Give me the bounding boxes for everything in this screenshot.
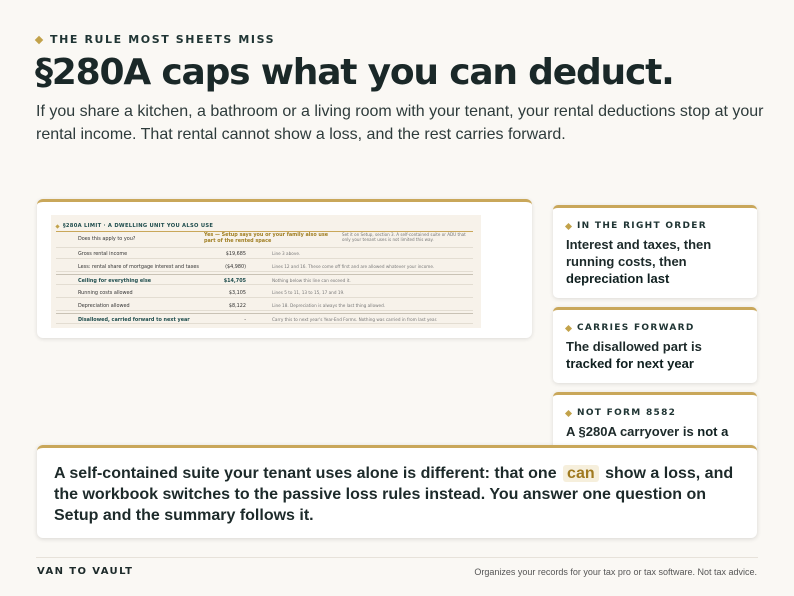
sheet-row: Less: rental share of mortgage interest and taxes ($4,980) Lines 12 and 16. These come off first and are allowed whatever your income. [56, 261, 473, 272]
card-body: A §280A carryover is not a [566, 424, 729, 439]
sheet-row: Ceiling for everything else $14,705 Nothing below this line can exceed it. [56, 274, 473, 285]
brand-name: VAN TO VAULT [37, 566, 134, 577]
highlighted-can: can [563, 465, 599, 482]
card-carries-forward [553, 307, 757, 383]
diamond-icon [55, 224, 59, 228]
page-title: §280A caps what you can deduct. [35, 52, 674, 93]
sheet-title: §280A LIMIT · A DWELLING UNIT YOU ALSO USE [56, 223, 213, 229]
card-body: Interest and taxes, then running costs, then depreciation last [566, 237, 712, 286]
footer-divider [36, 557, 758, 558]
diamond-icon [565, 222, 572, 229]
disclaimer: Organizes your records for your tax pro or tax software. Not tax advice. [474, 567, 757, 577]
card-right-order [553, 205, 757, 298]
diamond-icon [35, 35, 43, 43]
sheet-preview-card [37, 199, 532, 338]
sheet-row: Does this apply to you? Yes — Setup says you or your family also use part of the rented space Set it on Setup, section 3. A self-contained suite or ADU that only your tenant uses is not limited this way. [56, 232, 473, 248]
diamond-icon [565, 324, 572, 331]
card-eyebrow: NOT FORM 8582 [577, 408, 677, 418]
card-eyebrow: IN THE RIGHT ORDER [577, 221, 707, 231]
callout-box: A self-contained suite your tenant uses alone is different: that one can show a loss, and the workbook switches to the passive loss rules instead. You answer one question on Setup and the summary follows it. [37, 445, 757, 538]
diamond-icon [565, 409, 572, 416]
sheet-row: Running costs allowed $3,105 Lines 5 to 11, 13 to 15, 17 and 19. [56, 287, 473, 298]
sheet-row: Depreciation allowed $8,122 Line 18. Depreciation is always the last thing allowed. [56, 300, 473, 311]
card-not-form-8582 [553, 392, 757, 452]
lede-paragraph: If you share a kitchen, a bathroom or a living room with your tenant, your rental deductions stop at your rental income. That rental cannot show a loss, and the rest carries forward. [36, 103, 764, 143]
card-body: The disallowed part is tracked for next year [566, 339, 702, 371]
sheet-screenshot [51, 215, 481, 328]
eyebrow-text: THE RULE MOST SHEETS MISS [50, 33, 276, 46]
card-eyebrow: CARRIES FORWARD [577, 323, 695, 333]
eyebrow [36, 33, 275, 46]
sheet-row: Disallowed, carried forward to next year - Carry this to next year's Year-End Forms. Nothing was carried in from last year. [56, 313, 473, 324]
sheet-row: Gross rental income $19,685 Line 3 above. [56, 248, 473, 259]
